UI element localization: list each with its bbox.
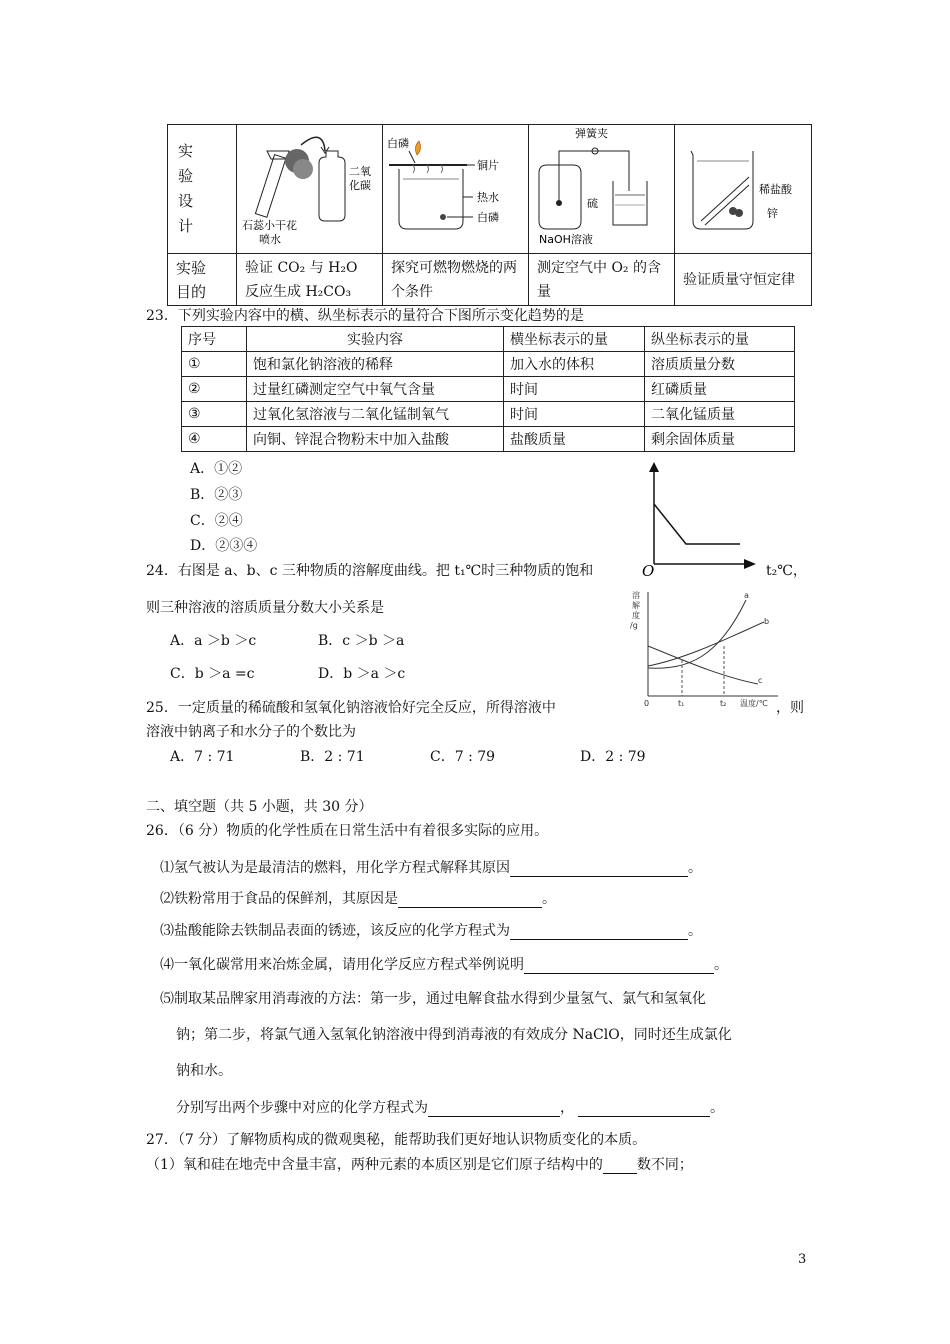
q26-item-3: ⑶盐酸能除去铁制品表面的锈迹，该反应的化学方程式为 。 [160, 923, 702, 939]
d3-label-c: NaOH溶液 [539, 233, 593, 246]
q26-item-5-line2: 钠；第二步，将氯气通入氢氧化钠溶液中得到消毒液的有效成分 NaClO，同时还生成氯化 [176, 1027, 732, 1043]
table-cell: 时间 [504, 402, 645, 427]
curve-a-label: a [744, 591, 749, 600]
combustion-beaker-diagram [383, 125, 528, 249]
answer-blank[interactable] [398, 893, 542, 908]
table-cell: 盐酸质量 [504, 427, 645, 452]
answer-blank[interactable] [428, 1102, 560, 1117]
curve-b-label: b [764, 617, 770, 626]
q24-option-c: C．b ＞a =c [170, 666, 255, 682]
table-cell: 饱和氯化钠溶液的稀释 [247, 352, 504, 377]
table-row [182, 402, 795, 427]
q25-stem-c: 溶液中钠离子和水分子的个数比为 [146, 724, 356, 740]
table-cell: 时间 [504, 377, 645, 402]
table-row [182, 377, 795, 402]
q25-option-c: C．7 : 79 [430, 749, 496, 765]
table-cell: ① [182, 352, 247, 377]
table-cell: ④ [182, 427, 247, 452]
q23-option-c: C．②④ [190, 513, 243, 529]
d2-label-d: 白磷 [477, 211, 499, 224]
d4-label-b: 锌 [767, 207, 778, 220]
q23-option-a: A．①② [190, 461, 243, 477]
q25-option-a: A．7 : 71 [170, 749, 235, 765]
header-cell: 序号 [182, 327, 247, 352]
table-cell: 过量红磷测定空气中氧气含量 [247, 377, 504, 402]
q23-option-b: B．②③ [190, 487, 243, 503]
table-row [182, 427, 795, 452]
table-cell: ③ [182, 402, 247, 427]
q22-table [167, 124, 812, 306]
trend-line [654, 504, 740, 544]
header-cell: 纵坐标表示的量 [645, 327, 795, 352]
q22-diagram-1 [237, 125, 383, 254]
answer-blank[interactable] [603, 1159, 637, 1174]
q26-item-5-line3: 钠和水。 [176, 1063, 232, 1079]
answer-blank[interactable] [524, 959, 714, 974]
q22-diagram-3 [529, 125, 675, 254]
q22-purpose-2: 探究可燃物燃烧的两个条件 [383, 254, 529, 306]
q26-item-1: ⑴氢气被认为是最清洁的燃料，用化学方程式解释其原因 。 [160, 860, 702, 876]
curve-c-label: c [758, 676, 763, 685]
curve-c [648, 646, 758, 684]
d1-label-a: 石蕊小干花 [242, 219, 297, 232]
q24-stem-b: t₂℃， [766, 563, 807, 579]
y-label-1: 溶 [632, 591, 640, 600]
table-header-row [182, 327, 795, 352]
d2-label-c: 热水 [477, 191, 499, 204]
q22-header-purpose: 实验目的 [168, 254, 237, 306]
table-cell: 加入水的体积 [504, 352, 645, 377]
d1-label-c: 二氧 [349, 165, 371, 178]
q24-stem-a: 24．右图是 a、b、c 三种物质的溶解度曲线。把 t₁℃时三种物质的饱和 [146, 563, 594, 579]
mass-conservation-diagram [675, 125, 811, 249]
q27-stem: 27．（7 分）了解物质构成的微观奥秘，能帮助我们更好地认识物质变化的本质。 [146, 1132, 647, 1148]
answer-blank[interactable] [510, 862, 688, 877]
q22-purpose-3: 测定空气中 O₂ 的含量 [529, 254, 675, 306]
q23-option-d: D．②③④ [190, 538, 258, 554]
answer-blank[interactable] [510, 925, 688, 940]
tick-0: 0 [644, 699, 650, 708]
q23-trend-graph [636, 458, 766, 578]
d2-label-b: 铜片 [477, 159, 499, 172]
d2-label-a: 白磷 [387, 137, 409, 150]
y-label-3: 度 [632, 611, 640, 620]
d3-label-a: 弹簧夹 [575, 127, 608, 140]
sprayer-bottle-diagram [237, 125, 382, 249]
table-row [182, 352, 795, 377]
q24-stem-c: 则三种溶液的溶质质量分数大小关系是 [146, 600, 384, 616]
q22-header-design: 实验设计 [168, 125, 237, 254]
q23-stem: 23．下列实验内容中的横、纵坐标表示的量符合下图所示变化趋势的是 [146, 308, 584, 324]
q22-purpose-1: 验证 CO₂ 与 H₂O 反应生成 H₂CO₃ [237, 254, 383, 306]
origin-label: O [642, 562, 655, 578]
x-axis-label: 温度/℃ [740, 699, 768, 708]
page-number: 3 [798, 1252, 807, 1267]
x-axis-arrow-icon [744, 559, 756, 569]
table-cell: ② [182, 377, 247, 402]
table-cell: 红磷质量 [645, 377, 795, 402]
q23-table [181, 326, 795, 452]
q25-stem-a: 25．一定质量的稀硫酸和氢氧化钠溶液恰好完全反应，所得溶液中 [146, 700, 556, 716]
d1-label-d: 化碳 [349, 179, 371, 192]
q25-option-b: B．2 : 71 [300, 749, 365, 765]
q26-item-4: ⑷一氧化碳常用来冶炼金属，请用化学反应方程式举例说明 。 [160, 957, 728, 973]
q26-stem: 26．（6 分）物质的化学性质在日常生活中有着很多实际的应用。 [146, 823, 549, 839]
y-label-4: /g [630, 621, 638, 630]
curve-a [648, 600, 746, 668]
q22-diagram-2 [383, 125, 529, 254]
q22-diagram-4 [675, 125, 812, 254]
curve-b [648, 622, 764, 666]
answer-blank[interactable] [578, 1102, 710, 1117]
q24-option-a: A．a ＞b ＞c [170, 633, 257, 649]
q27-item-1: （1）氧和硅在地壳中含量丰富，两种元素的本质区别是它们原子结构中的 数不同； [146, 1157, 693, 1173]
tick-t1: t₁ [678, 699, 685, 708]
table-cell: 过氧化氢溶液与二氧化锰制氧气 [247, 402, 504, 427]
section-heading: 二、填空题（共 5 小题，共 30 分） [146, 799, 373, 815]
q25-stem-b: ，则 [776, 700, 804, 716]
q26-item-5-line1: ⑸制取某品牌家用消毒液的方法：第一步，通过电解食盐水得到少量氢气、氯气和氢氧化 [160, 991, 706, 1007]
y-axis-arrow-icon [649, 462, 659, 472]
solubility-graph [628, 588, 788, 713]
d1-label-b: 喷水 [259, 233, 281, 246]
table-cell: 溶质质量分数 [645, 352, 795, 377]
q25-option-d: D．2 : 79 [580, 749, 646, 765]
q24-option-d: D．b ＞a ＞c [318, 666, 406, 682]
q22-purpose-4: 验证质量守恒定律 [675, 254, 812, 306]
q26-item-5-line4: 分别写出两个步骤中对应的化学方程式为 ， 。 [176, 1100, 724, 1116]
oxygen-measure-diagram [529, 125, 674, 249]
header-cell: 实验内容 [247, 327, 504, 352]
header-cell: 横坐标表示的量 [504, 327, 645, 352]
d4-label-a: 稀盐酸 [759, 183, 792, 196]
y-label-2: 解 [632, 601, 640, 610]
table-cell: 剩余固体质量 [645, 427, 795, 452]
tick-t2: t₂ [720, 699, 727, 708]
table-cell: 向铜、锌混合物粉末中加入盐酸 [247, 427, 504, 452]
d3-label-b: 硫 [587, 197, 598, 210]
table-cell: 二氧化锰质量 [645, 402, 795, 427]
q26-item-2: ⑵铁粉常用于食品的保鲜剂，其原因是 。 [160, 891, 556, 907]
q24-option-b: B．c ＞b ＞a [318, 633, 405, 649]
